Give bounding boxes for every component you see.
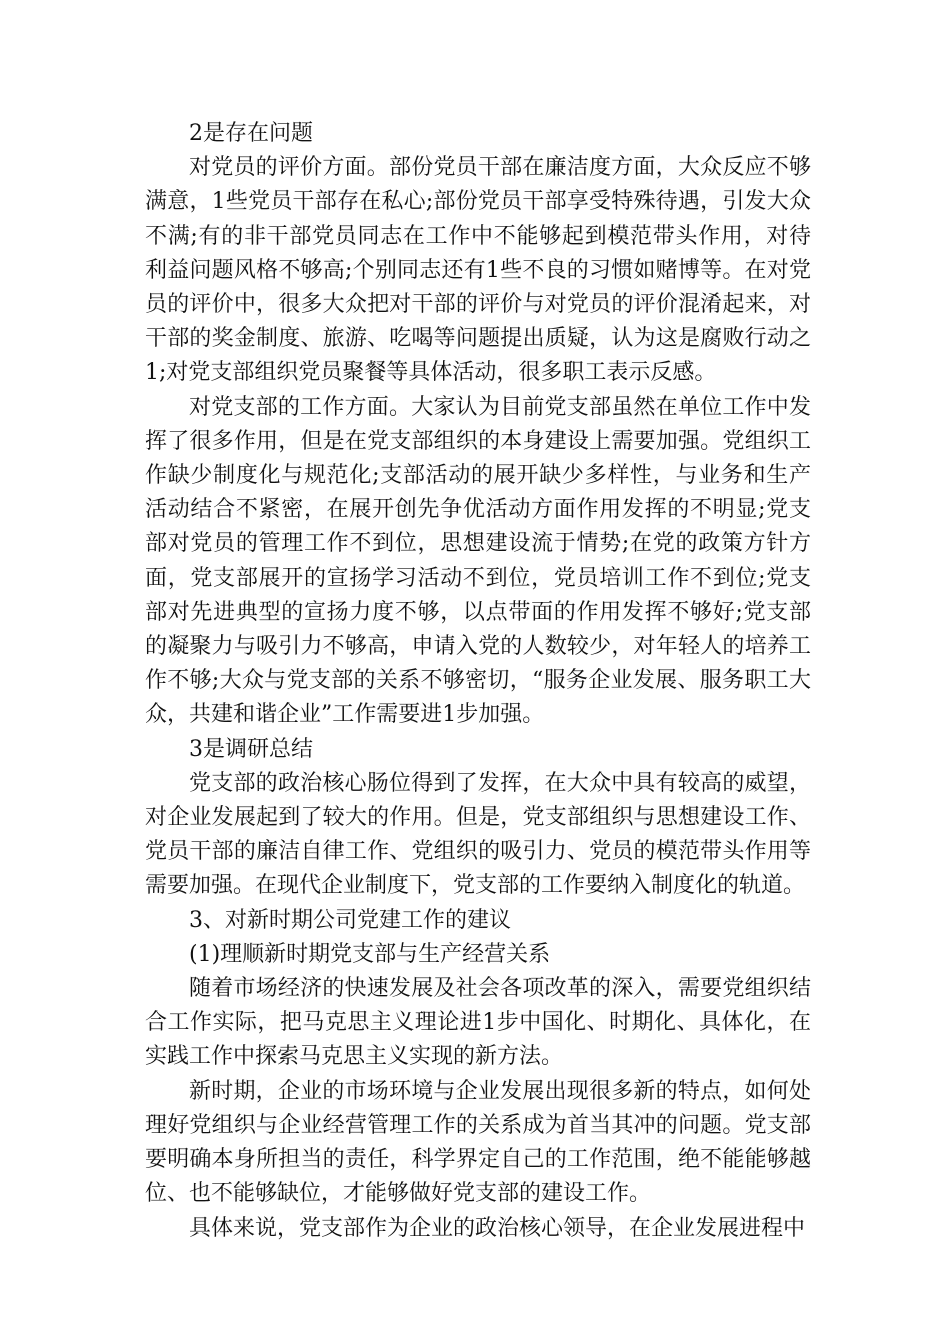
paragraph-new-era: 新时期，企业的市场环境与企业发展出现很多新的特点，如何处理好党组织与企业经营管理工作的关系成为首当其冲的问题。党支部要明确本身所担当的责任，科学界定自己的工作范围，绝不能能够越位、也不能够缺位，才能够做好党支部的建设工作。 xyxy=(145,1078,811,1207)
document-body xyxy=(145,117,811,1246)
paragraph-summary: 党支部的政治核心肠位得到了发挥，在大众中具有较高的威望，对企业发展起到了较大的作用。但是，党支部组织与思想建设工作、党员干部的廉洁自律工作、党组织的吸引力、党员的模范带头作用等需要加强。在现代企业制度下，党支部的工作要纳入制度化的轨道。 xyxy=(145,770,811,899)
subsection-heading-relations: (1)理顺新时期党支部与生产经营关系 xyxy=(189,941,551,967)
section-heading-problems: 2是存在问题 xyxy=(189,121,313,146)
paragraph-specifically: 具体来说，党支部作为企业的政治核心领导，在企业发展进程中 xyxy=(189,1215,806,1241)
section-heading-suggestions: 3、对新时期公司党建工作的建议 xyxy=(189,907,511,933)
section-heading-summary: 3是调研总结 xyxy=(189,736,313,762)
paragraph-market-economy: 随着市场经济的快速发展及社会各项改革的深入，需要党组织结合工作实际，把马克思主义理论进1步中国化、时期化、具体化，在实践工作中探索马克思主义实现的新方法。 xyxy=(145,976,811,1070)
paragraph-party-member-evaluation: 对党员的评价方面。部份党员干部在廉洁度方面，大众反应不够满意，1些党员干部存在私心;部份党员干部享受特殊待遇，引发大众不满;有的非干部党员同志在工作中不能够起到模范带头作用，对待利益问题风格不够高;个别同志还有1些不良的习惯如赌博等。在对党员的评价中，很多大众把对干部的评价与对党员的评价混淆起来，对干部的奖金制度、旅游、吃喝等问题提出质疑，认为这是腐败行动之1;对党支部组织党员聚餐等具体活动，很多职工表示反感。 xyxy=(145,155,811,386)
paragraph-branch-work: 对党支部的工作方面。大家认为目前党支部虽然在单位工作中发挥了很多作用，但是在党支部组织的本身建设上需要加强。党组织工作缺少制度化与规范化;支部活动的展开缺少多样性，与业务和生产活动结合不紧密，在展开创先争优活动方面作用发挥的不明显;党支部对党员的管理工作不到位，思想建设流于情势;在党的政策方针方面，党支部展开的宣扬学习活动不到位，党员培训工作不到位;党支部对先进典型的宣扬力度不够，以点带面的作用发挥不够好;党支部的凝聚力与吸引力不够高，申请入党的人数较少，对年轻人的培养工作不够;大众与党支部的关系不够密切，“服务企业发展、服务职工大众，共建和谐企业”工作需要进1步加强。 xyxy=(145,394,811,728)
